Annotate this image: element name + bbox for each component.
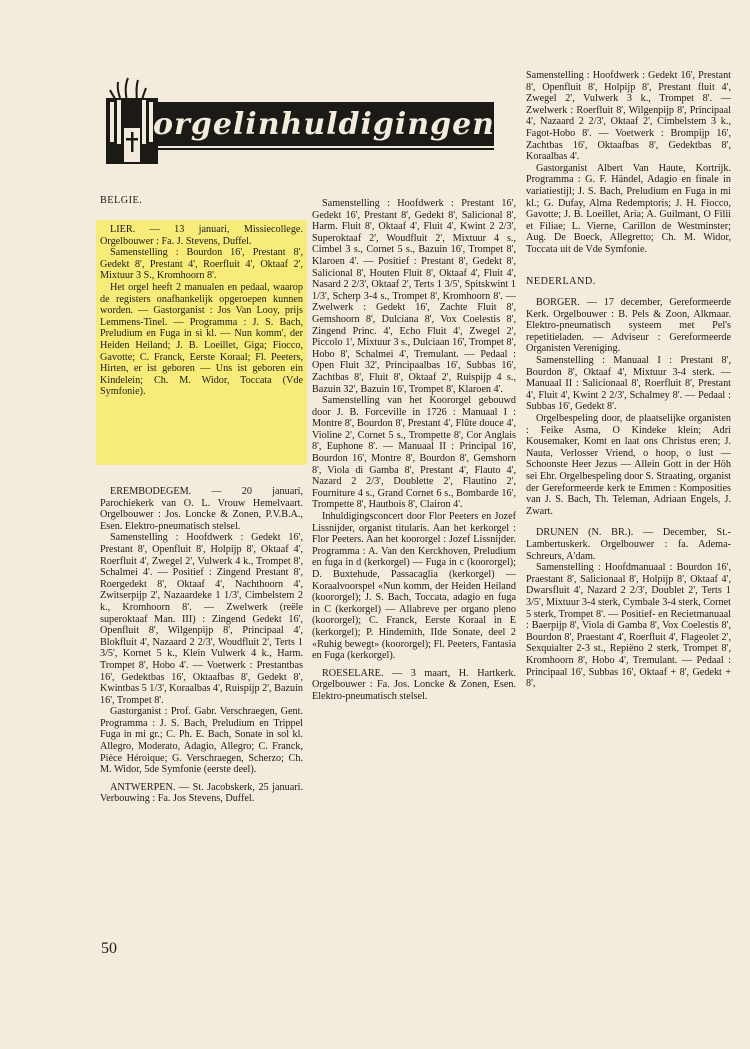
country-heading-belgie xyxy=(100,195,303,207)
country-heading-nederland: NEDERLAND. xyxy=(526,275,596,287)
organ-pipes-icon xyxy=(106,98,158,164)
roeselare-heading: ROESELARE. — 3 maart, H. Hartkerk. Orgelbouwer : Fa. Jos. Loncke & Zonen, Esen. Elektro-pneumatisch stelsel. xyxy=(312,667,516,702)
borger-program: Orgelbespeling door, de plaatselijke organisten : Feike Asma, O Kindeke klein; Adri Kousemaker, Komt en laat ons Christus eren; J. Nauta, Verlosser Vriend, o hoop, o lust — Schoonste Heer Jezus — Allein Gott in der Höh sei Ehr. Orgelbespeling door S. Straating, organist der Gereformeerde kerk te Emmen : Komposities van J. S. Bach, Th. Teleman, Adriaan Engels, J. Zwart. xyxy=(526,413,731,517)
borger-heading: BORGER. — 17 december, Gereformeerde Kerk. Orgelbouwer : B. Pels & Zoon, Alkmaar. Elektro-pneumatisch systeem met Pel's repetitieladen. — Adviseur : Gereformeerde Organisten Vereniging. xyxy=(526,297,731,355)
antwerpen-heading: ANTWERPEN. — St. Jacobskerk, 25 januari. Verbouwing : Fa. Jos Stevens, Duffel. xyxy=(100,781,303,805)
antwerpen-stops: Samenstelling : Hoofdwerk : Prestant 16', Gedekt 16', Prestant 8', Gedekt 8', Salicional 8', Harm. Fluit 8', Oktaaf 4', Fluit 4', Kwint 2 2/3', Superoktaaf 2', Woudfluit 2', Mixtuur 4 s., Cimbel 3 s., Cornet 5 s., Bazuin 16', Trompet 8', Klaroen 4'. — Positief : Prestant 8', Gedekt 8', Salicional 8', Houten Fluit 8', Oktaaf 4', Fluit 4', Nasard 2 2/3', Oktaaf 2', Terts 1 3/5', Spitskwint 1 1/3', Scherp 3-4 s., Trompet 8', Kromhoorn 8'. — Zwelwerk : Gedekt 16', Zachte Fluit 8', Gemshoorn 8', Dulciana 8', Vox Coelestis 8', Zingend Princ. 4', Echo Fluit 4', Zwegel 2', Piccolo 1', Mixtuur 3 s., Dulciaan 16', Trompet 8', Hobo 8', Schalmei 4', Tremulant. — Pedaal : Open Fluit 32', Principaalbas 16', Subbas 16', Zachtbas 8', Fluit 8', Oktaaf 2', Ruispijp 4 s., Bazuin 32', Bazuin 16', Trompet 8', Klaroen 4'. xyxy=(312,198,516,395)
page-title: orgelinhuldigingen xyxy=(153,107,495,142)
lier-stops: Samenstelling : Bourdon 16', Prestant 8', Gedekt 8', Prestant 4', Roerfluit 4', Oktaaf 2', Mixtuur 3 S., Kromhoorn 8'. xyxy=(100,247,303,282)
country-heading: BELGIE. xyxy=(100,195,143,206)
drunen-stops: Samenstelling : Hoofdmanuaal : Bourdon 16', Praestant 8', Salicionaal 8', Holpijp 8', Oktaaf 4', Dwarsfluit 4', Nazard 2 2/3', Doublet 2', Terts 1 3/5', Mixtuur 3-4 sterk, Cymbale 3-4 sterk, Cornet 5 sterk, Trompet 8'. — Positief- en Recietmanuaal : Baerpijp 8', Viola di Gamba 8', Vox Coelestis 8', Bourdon 8', Praestant 4', Roerfluit 4', Flageolet 2', Sexquialter 2-3 st., Repiëno 2 sterk, Trompet 8', Kromhoorn 8', Hobo 4', Tremulant. — Pedaal : Principaal 16', Subbas 16', Oktaaf + 8', Gedekt + 8', xyxy=(526,562,731,690)
lier-program: Het orgel heeft 2 manualen en pedaal, waarop de registers onafhankelijk opgeroepen kunnen worden. — Gastorganist : Jos Van Looy, prijs Lemmens-Tinel. — Programma : J. S. Bach, Preludium en Fuga in si kl. — Nun komm', der Heiden Heiland; J. B. Loeillet, Giga; Fiocco, Gavotte; C. Franck, Eerste Koraal; Fl. Peeters, Hirten, er ist geboren — Uns ist geboren ein Kindelein; Ch. M. Widor, Toccata (Vde Symfonie). xyxy=(100,281,303,398)
page-number: 50 xyxy=(101,940,117,957)
roeselare-program: Gastorganist Albert Van Haute, Kortrijk. Programma : G. F. Händel, Adagio en finale in variatiestijl; J. S. Bach, Preludium en Fuga in mi kl.; G. Dufay, Alma Redemptoris; J. H. Fiocco, Gavotte; J. B. Loeillet, Aria; A. Guilmant, O Filii et Filiae; L. Vierne, Carillon de Westminster; Aug. De Boeck, Allegretto; Ch. M. Widor, Toccata uit de Vde Symfonie. xyxy=(526,162,731,255)
erembodegem-heading: EREMBODEGEM. — 20 januari, Parochiekerk van O. L. Vrouw Hemelvaart. Orgelbouwer : Jos. Loncke & Zonen, P.V.B.A., Esen. Elektro-pneumatisch stelsel. xyxy=(100,486,303,532)
erembodegem-stops: Samenstelling : Hoofdwerk : Gedekt 16', Prestant 8', Openfluit 8', Holpijp 8', Oktaaf 4', Roerfluit 4', Zwegel 2', Vulwerk 4 k., Trompet 8', Schalmei 4'. — Positief : Zingend Prestant 8', Roergedekt 8', Oktaaf 4', Nachthoorn 4', Zwitserpijp 2', Nazaardeke 1 1/3', Cimbelstem 2 k., Kromhoorn 8'. — Zwelwerk (reële superoktaaf Man. III) : Zingend Gedekt 16', Openfluit 8', Wilgenpijp 8', Principaal 4', Blokfluit 4', Nazaard 2 2/3', Woudfluit 2', Terts 1 3/5', Kornet 5 k., Klein Vulwerk 4 k., Harm. Trompet 8', Hobo 4'. — Voetwerk : Prestantbas 16', Gedektbas 16', Oktaafbas 8', Gedekt 8', Kwintbas 5 1/3', Koraalbas 4', Ruispijp 2', Bazuin 16', Trompet 8'. xyxy=(100,532,304,706)
lier-heading: LIER. — 13 januari, Missiecollege. Orgelbouwer : Fa. J. Stevens, Duffel. xyxy=(100,224,303,247)
antwerpen-program: Inhuldigingsconcert door Flor Peeters en Jozef Lissnijder, organist titularis. Aan het kerkorgel : Flor Peeters. Aan het koororgel : Jozef Lissnijder. Programma : A. Van den Kerckhoven, Preludium en fuga in d (kerkorgel) — Fuga in c (koororgel); D. Buxtehude, Passacaglia (kerkorgel) — Koraalvoorspel «Nun komm, der Heiden Heiland (koororgel); J. S. Bach, Toccata, adagio en fuga in C (kerkorgel) — Allabreve per organo pleno (koororgel); C. Franck, Eerste Koraal in E (kerkorgel); P. Hindemith, IIde Sonate, deel 2 «Ruhig bewegt» (koororgel); Fl. Peeters, Fantasia en Fuga (kerkorgel). xyxy=(312,511,516,662)
column-2 xyxy=(312,198,516,703)
entry-lier xyxy=(100,224,303,398)
title-banner xyxy=(100,72,496,170)
koororgel-stops: Samenstelling van het Koororgel gebouwd door J. B. Forceville in 1726 : Manuaal I : Montre 8', Bourdon 8', Prestant 4', Flûte douce 4', Violine 2', Cornet 5 s., Trompette 8', Cor Anglais 8', Euphone 8'. — Manuaal II : Principal 16', Bourdon 16', Montre 8', Bourdon 8', Gemshorn 8', Viola di Gamba 8', Prestant 4', Flauto 4', Nazard 2 2/3', Doublette 2', Flautino 2', Fourniture 4 s., Grand Cornet 6 s., Bombarde 16', Trompette 8', Hautbois 8', Clairon 4'. xyxy=(312,395,516,511)
borger-stops: Samenstelling : Manuaal I : Prestant 8', Bourdon 8', Oktaaf 4', Mixtuur 3-4 sterk. — Manuaal II : Salicionaal 8', Roerfluit 8', Prestant 4', Fluit 4', Kwint 2 2/3', Schalmey 8'. — Pedaal : Subbas 16', Gedekt 8'. xyxy=(526,355,731,413)
drunen-heading: DRUNEN (N. BR.). — December, St.-Lambertuskerk. Orgelbouwer : fa. Adema-Schreurs, A'dam. xyxy=(526,527,731,562)
erembodegem-program: Gastorganist : Prof. Gabr. Verschraegen, Gent. Programma : J. S. Bach, Preludium en Trippel Fuga in mi gr.; C. Ph. E. Bach, Sonate in sol kl. Allegro, Moderato, Adagio, Allegro; C. Franck, Pièce Héroique; G. Verschraegen, Scherzo; Ch. M. Widor, 5de Symfonie (eerste deel). xyxy=(100,706,303,776)
title-banner-graphic xyxy=(100,72,496,170)
entry-erembodegem xyxy=(100,486,303,805)
column-3 xyxy=(526,70,731,690)
roeselare-stops: Samenstelling : Hoofdwerk : Gedekt 16', Prestant 8', Openfluit 8', Holpijp 8', Prestant fluit 4', Zwegel 2', Vulwerk 3 k., Trompet 8'. — Zwelwerk : Roerfluit 8', Wilgenpijp 8', Principaal 4', Nazaard 2 2/3', Oktaaf 2', Cimbelstem 3 k., Fagot-Hobo 8'. — Voetwerk : Brompijp 16', Zachtbas 16', Oktaafbas 8', Gedektbas 8', Koraalbas 4'. xyxy=(526,70,731,163)
